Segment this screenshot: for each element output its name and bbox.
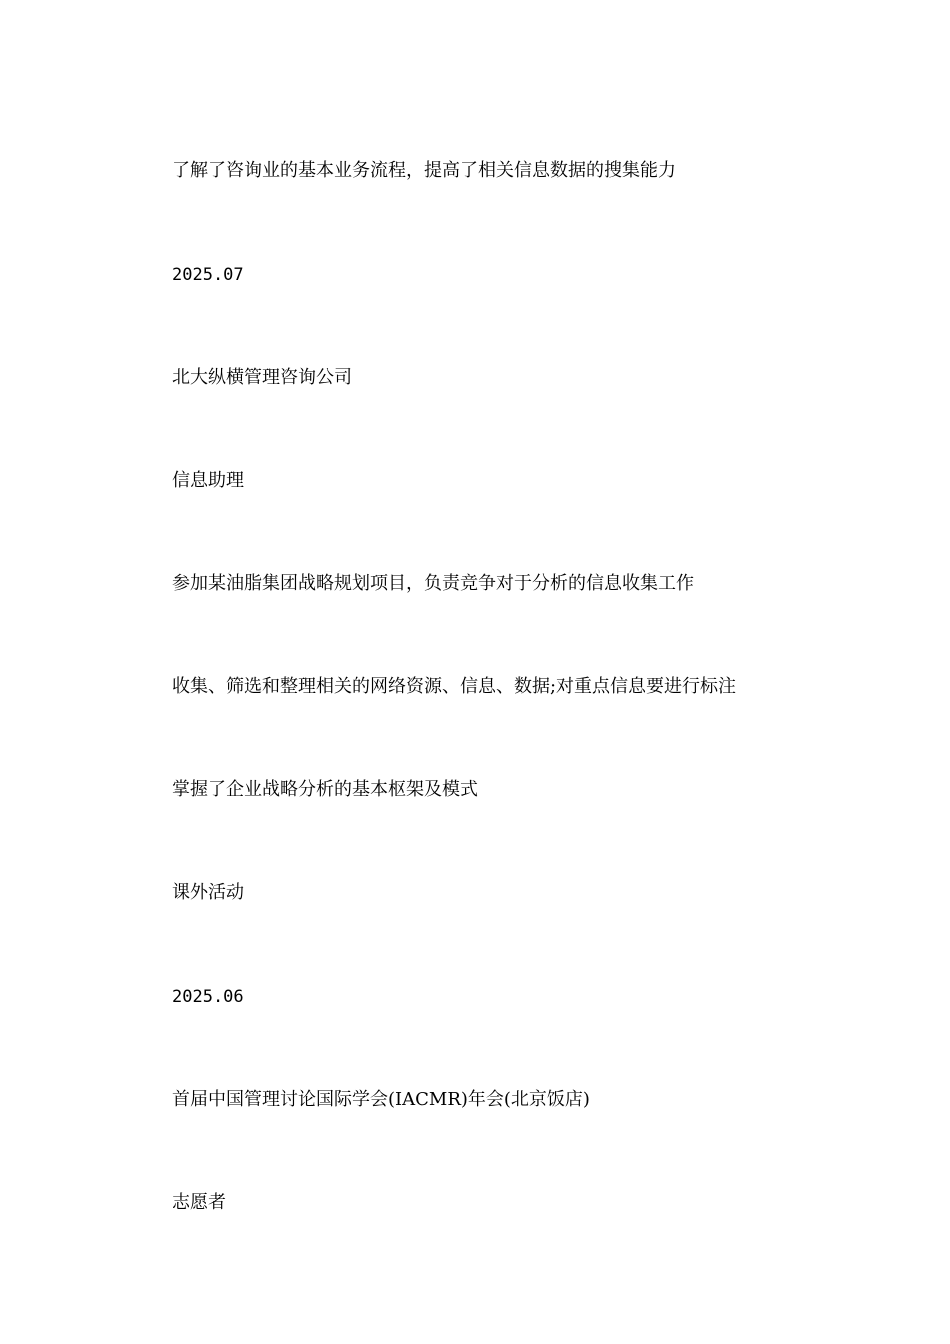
section-heading-activities: 课外活动: [172, 882, 244, 903]
project-description: 参加某油脂集团战略规划项目，负责竞争对于分析的信息收集工作: [172, 573, 694, 594]
duty-description: 收集、筛选和整理相关的网络资源、信息、数据;对重点信息要进行标注: [172, 676, 737, 697]
internship-date: 2025.07: [172, 265, 244, 285]
company-name: 北大纵横管理咨询公司: [172, 367, 352, 388]
experience-summary-text: 了解了咨询业的基本业务流程，提高了相关信息数据的搜集能力: [172, 160, 676, 181]
learning-outcome: 掌握了企业战略分析的基本枢架及模式: [172, 779, 478, 800]
job-title: 信息助理: [172, 470, 244, 491]
activity-date: 2025.06: [172, 987, 244, 1007]
activity-event-name: 首届中国管理讨论国际学会(IACMR)年会(北京饭店): [172, 1089, 590, 1110]
activity-role: 志愿者: [172, 1192, 226, 1213]
